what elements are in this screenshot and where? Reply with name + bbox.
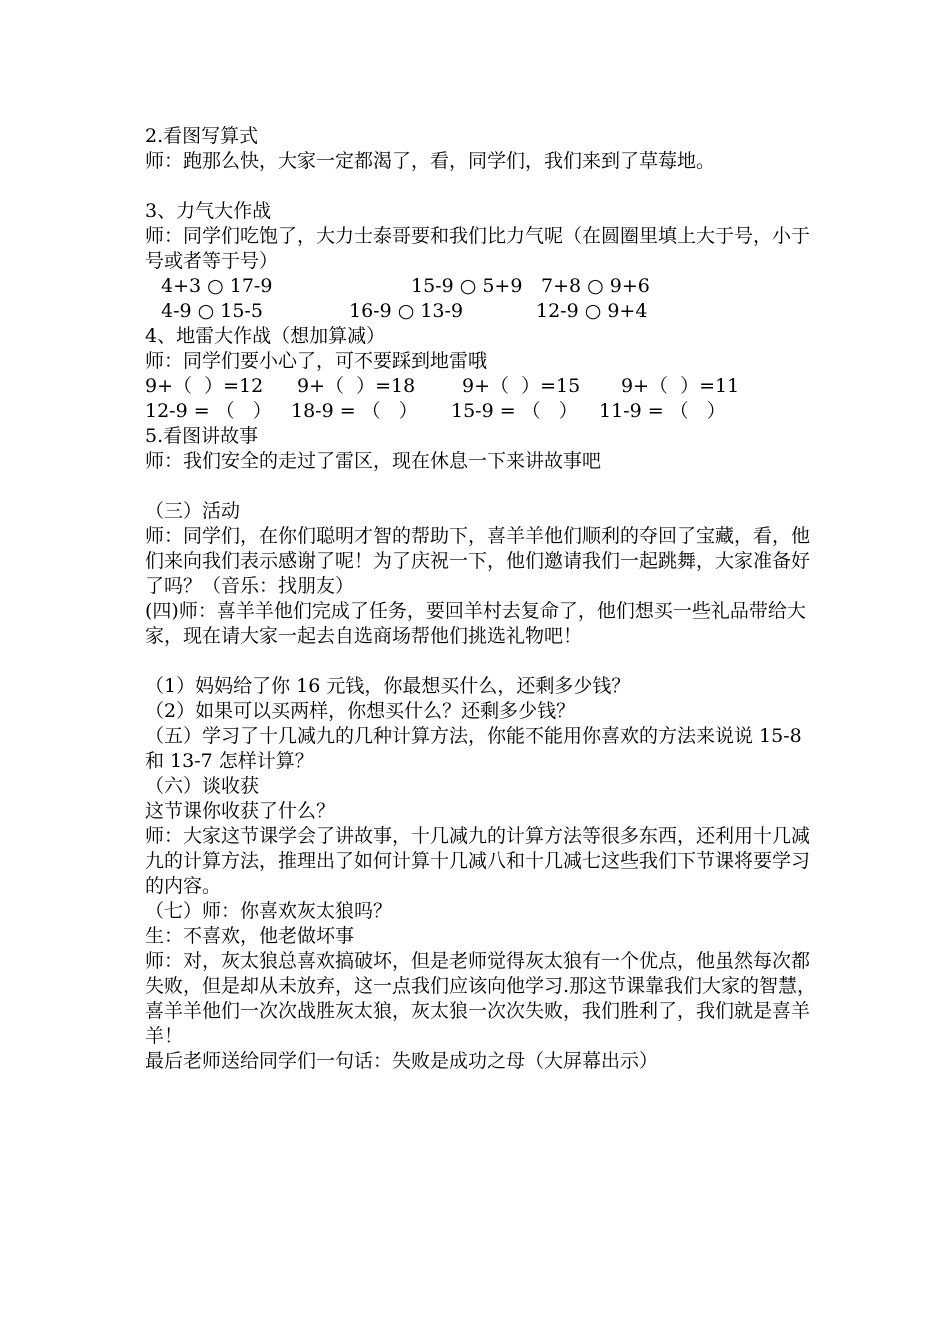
- equation-item: 18-9 = （ ）: [291, 400, 418, 422]
- compare-row-1: [145, 274, 825, 299]
- section-5-title: 5.看图讲故事: [145, 425, 259, 447]
- part-3-title: （三）活动: [145, 500, 241, 522]
- part-5-text: （五）学习了十几减九的几种计算方法，你能不能用你喜欢的方法来说说 15-8 和 13-7 怎样计算？: [145, 725, 802, 772]
- section-2-title: 2.看图写算式: [145, 125, 259, 147]
- section-4-text: 师：同学们要小心了，可不要踩到地雷哦: [145, 350, 488, 372]
- compare-item: 4-9 ○ 15-5: [161, 300, 263, 322]
- part-7-student: 生：不喜欢，他老做坏事: [145, 925, 355, 947]
- spacer: [145, 174, 825, 199]
- closing-line: 最后老师送给同学们一句话：失败是成功之母（大屏幕出示）: [145, 1050, 659, 1072]
- equation-item: 9+（ ）=18: [297, 375, 416, 397]
- question-1: （1）妈妈给了你 16 元钱，你最想买什么，还剩多少钱？: [145, 675, 631, 697]
- compare-row-2: [145, 299, 825, 324]
- part-3-text: 师：同学们，在你们聪明才智的帮助下，喜羊羊他们顺利的夺回了宝藏，看，他们来向我们表示感谢了呢！为了庆祝一下，他们邀请我们一起跳舞，大家准备好了吗？（音乐：找朋友）: [145, 525, 811, 597]
- equation-item: 9+（ ）=12: [145, 375, 264, 397]
- part-6-question: 这节课你收获了什么？: [145, 800, 336, 822]
- compare-item: 15-9 ○ 5+9: [411, 275, 523, 297]
- part-6-text: 师：大家这节课学会了讲故事，十几减九的计算方法等很多东西，还利用十几减九的计算方法，推理出了如何计算十几减八和十几减七这些我们下节课将要学习的内容。: [145, 825, 811, 897]
- section-2-text: 师：跑那么快，大家一定都渴了，看，同学们，我们来到了草莓地。: [145, 150, 716, 172]
- part-6-title: （六）谈收获: [145, 775, 260, 797]
- compare-item: 7+8 ○ 9+6: [541, 275, 650, 297]
- equation-item: 9+（ ）=11: [621, 375, 740, 397]
- part-4-text: (四)师：喜羊羊他们完成了任务，要回羊村去复命了，他们想买一些礼品带给大家，现在请大家一起去自选商场帮他们挑选礼物吧！: [145, 600, 806, 647]
- compare-item: 4+3 ○ 17-9: [161, 275, 273, 297]
- compare-item: 16-9 ○ 13-9: [349, 300, 464, 322]
- section-3-text: 师：同学们吃饱了，大力士泰哥要和我们比力气呢（在圆圈里填上大于号，小于号或者等于号）: [145, 225, 811, 272]
- document-body: [145, 124, 825, 1074]
- section-5-text: 师：我们安全的走过了雷区，现在休息一下来讲故事吧: [145, 450, 602, 472]
- equation-item: 9+（ ）=15: [462, 375, 581, 397]
- equation-item: 15-9 = （ ）: [451, 400, 578, 422]
- equation-row-2: [145, 399, 825, 424]
- section-3-title: 3、力气大作战: [145, 200, 272, 222]
- part-7-title: （七）师：你喜欢灰太狼吗？: [145, 900, 393, 922]
- section-4-title: 4、地雷大作战（想加算减）: [145, 325, 386, 347]
- equation-row-1: [145, 374, 825, 399]
- equation-item: 11-9 = （ ）: [599, 400, 726, 422]
- spacer: [145, 649, 825, 674]
- equation-item: 12-9 = （ ）: [145, 400, 272, 422]
- question-2: （2）如果可以买两样，你想买什么？还剩多少钱？: [145, 700, 576, 722]
- spacer: [145, 474, 825, 499]
- part-7-text: 师：对，灰太狼总喜欢搞破坏，但是老师觉得灰太狼有一个优点，他虽然每次都失败，但是却从未放弃，这一点我们应该向他学习.那这节课靠我们大家的智慧，喜羊羊他们一次次战胜灰太狼，灰太狼一次次失败，我们胜利了，我们就是喜羊羊！: [145, 950, 817, 1047]
- compare-item: 12-9 ○ 9+4: [536, 300, 648, 322]
